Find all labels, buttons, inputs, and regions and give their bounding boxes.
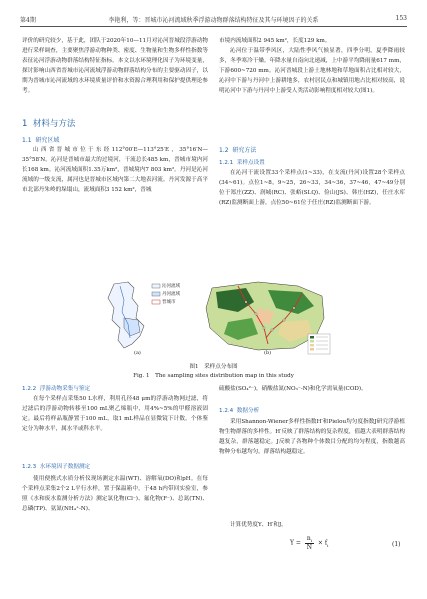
page-header — [20, 12, 407, 26]
study-area-paragraph: 山西省晋城市位于东经112°00′E—113°25′E，35°16′N—35°58′N。沁河是晋城市最大的过境河，干流总长485 km，晋城市境内河长168 km。沁河流域面积1.35万km²，晋城境内7 803 km²。丹河是沁河流域的一级支流，属河也是晋城市区域内第二大地表河流。丹河发源于高平市北部丹朱岭的垛塌山，流域面积3 152 km²，晋城 — [22, 147, 208, 193]
section-1-2-2-heading: 1.2.2 浮游动物采集与鉴定 — [22, 386, 91, 392]
section-1-1-heading: 1.1 研究区域 — [22, 137, 60, 144]
data-analysis-paragraph: 采用Shannon-Wiener多样性指数H′和Pielou均匀度指数J研究浮游植物生物群落的多样性。H′反映了群落结构的复杂程度，值越大表明群落结构越复杂，群落越稳定。J反映了各物种个体数目分配的均匀程度，指数越高物种分布越均匀，群落结构越稳定。 — [219, 419, 405, 455]
section-1-2-4-heading: 1.2.4 数据分析 — [219, 408, 260, 414]
panel-a-label: (a) — [134, 350, 141, 356]
equation-number: (1) — [392, 541, 401, 548]
water-factors-paragraph: 使用便携式水质分析仪现场测定水温(WT)、溶解氧(DO)和pH。在每个采样点采集2个2 L平行水样，置于保温箱中，于48 h内带回实验室，参照《水和废水监测分析方法》测定氯化物(Cl⁻)、氟化物(F⁻)、总氮(TN)、总磷(TP)、氨氮(NH₄⁺-N)、 — [22, 476, 208, 512]
figure-1b-landuse-map — [198, 278, 334, 358]
calc-line: 计算优势度Y、H′和J。 — [230, 522, 287, 528]
zooplankton-collection-paragraph: 在每个采样点采集50 L水样，利用孔径48 μm的浮游动物网过滤，将过滤后的浮游动物转移至100 mL聚乙烯瓶中，用4%~5%的甲醛溶液固定。最后将样品瓶静置于100 mL，取1 mL样品在显微镜下计数。个体鉴定分为种水平，属水平或科水平。 — [22, 396, 208, 432]
header-divider — [20, 26, 407, 27]
figure-caption-cn: 图1 采样点分布图 — [189, 364, 238, 370]
running-title: 李艳利，等：晋城市沁河流域秋季浮游动物群落结构特征及其与环境因子的关系 — [108, 17, 319, 24]
issue-number: 第4期 — [20, 17, 36, 24]
section-1-2-1-heading: 1.2.1 采样点设置 — [219, 160, 265, 166]
right-continuation: 硫酸盐(SO₄²⁻)，硝酸盐氮(NO₃⁻-N)和化学需氧量(COD)。 — [219, 386, 367, 392]
equation-1: Y = $\frac{n_i}{N}$ × $f_i$ — [290, 535, 329, 552]
intro-paragraph: 评价的研究较少，基于此，团队于2020年10—11月对沁河晋城段浮游动物进行采样调查，主要聚焦浮游动物种类、密度、生物量和生物多样性指数等表征沁河浮游动物群落结构特征指标。本文以水环境理化因子为环境变量，探讨影响山西省晋城市沁河流域浮游动物群落结构分布的主要驱动因子，以期为晋城市沁河流域的水环境质量评价和水资源合理利用和保护提供理论参考。 — [22, 38, 208, 94]
figure-legend: 沁河流域 丹河流域 晋城市 — [162, 284, 180, 305]
section-1-2-heading: 1.2 研究方法 — [219, 147, 257, 154]
right-intro-line: 市境内流域面积2 945 km²，长度129 km。 — [219, 38, 331, 44]
figure-caption-en: Fig. 1 The sampling sites distribution map in this study — [133, 373, 294, 379]
sampling-sites-paragraph: 在沁河干流设置33个采样点(1~33)，在支流(丹河)设置28个采样点(34~61)。点位1~8，9~25，26~33，34~36，37~46，47~49分别位于郑庄(ZZ)、润城(RC)、张峪(SLQ)、俭山(JS)、韩庄(HZ)，任庄水库(RZ)监测断面上游，点位50~61位于任庄(RZ)监测断面下游。 — [219, 170, 405, 206]
climate-paragraph: 沁河位于温带季风区，大陆性季风气候显著，四季分明，夏季降雨较多，冬季寒冷干燥。年降水量自南向北递减，上中游平均降雨量617 mm，下游600~720 mm。沁河晋城段上游土地林地和草地面积占比相对较大，沁河中下游与丹河中上游耕地多，农村居民点和城镇用地占比相对较高，说明沁河中下游与丹河中上游受人类活动影响程度相对较大(图1)。 — [219, 48, 405, 94]
panel-b-label: (b) — [264, 350, 272, 356]
section-1-2-3-heading: 1.2.3 水环境因子数据测定 — [22, 464, 91, 470]
section-1-heading: 1 材料与方法 — [22, 119, 76, 129]
page-number: 153 — [395, 15, 407, 22]
figure-1 — [94, 278, 334, 358]
